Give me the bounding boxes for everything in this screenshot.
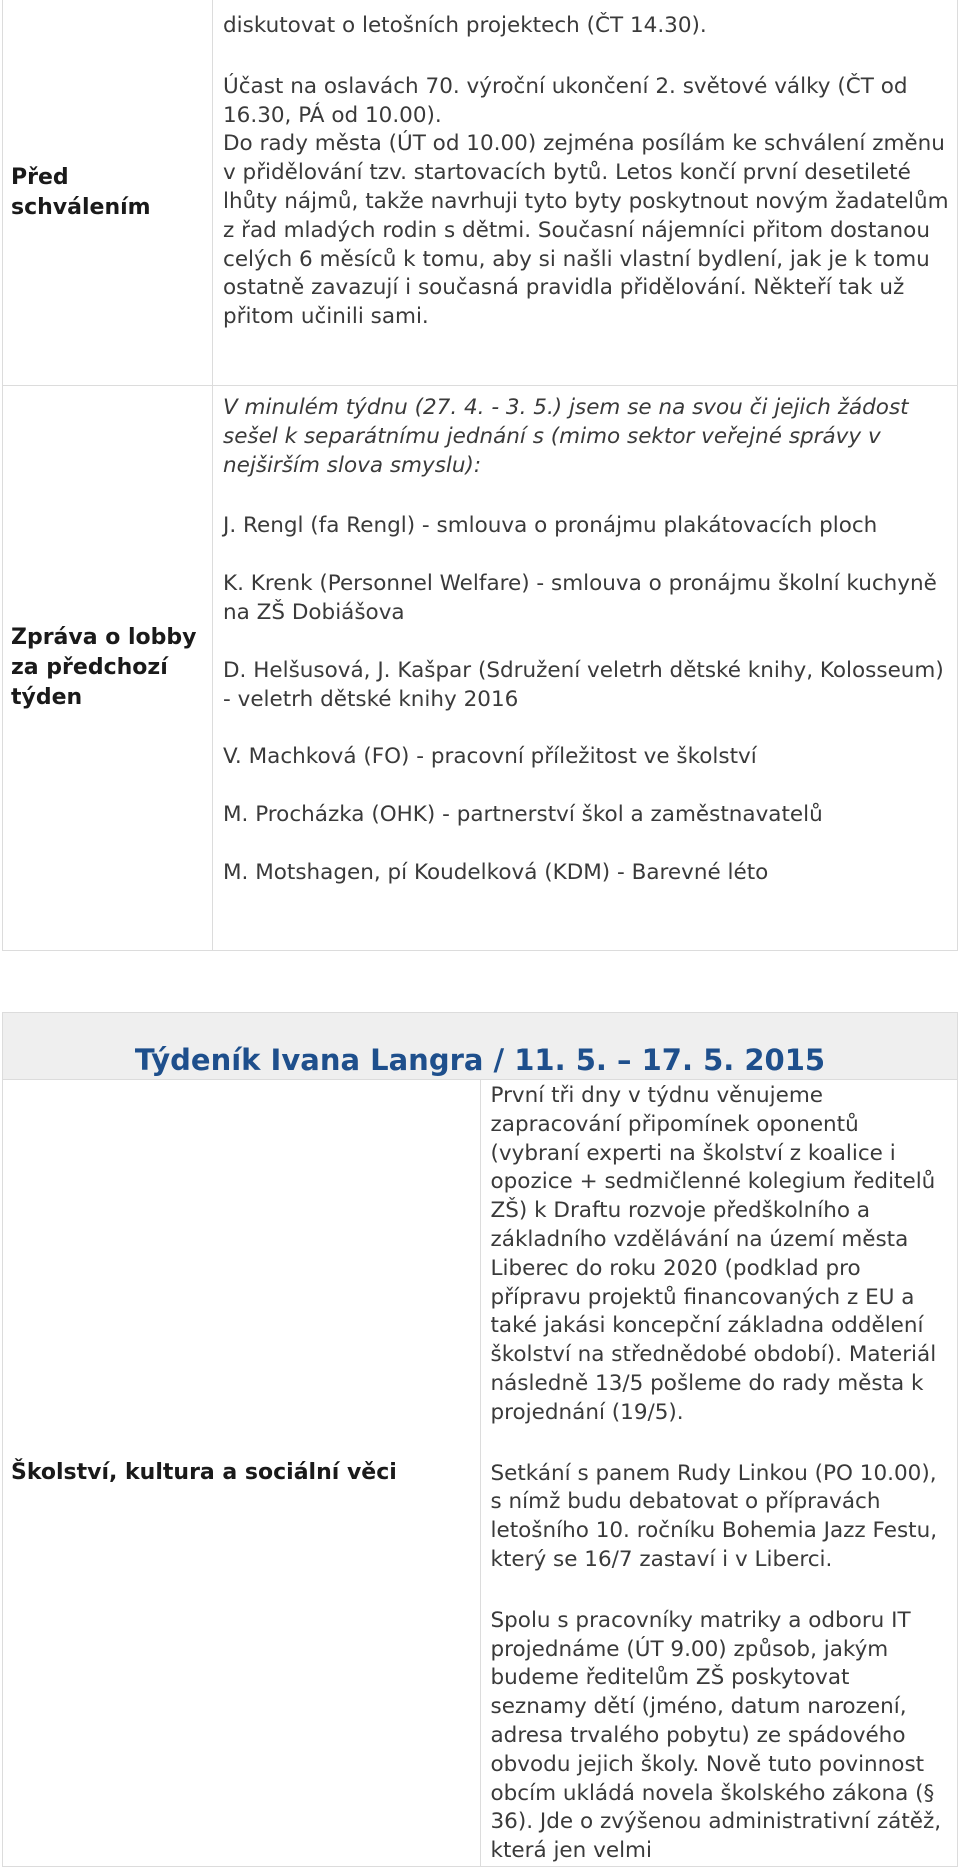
lobby-item: D. Helšusová, J. Kašpar (Sdružení veletrh dětské knihy, Kolosseum) - veletrh dětské knihy 2016 [223,657,944,712]
table-row [3,0,958,386]
weekly-report-table-1 [2,0,958,951]
paragraph: Setkání s panem Rudy Linkou (PO 10.00), s nímž budu debatovat o přípravách letošního 10. ročníku Bohemia Jazz Festu, který se 16/7 zastaví i v Liberci. [490,1460,938,1572]
lobby-intro: V minulém týdnu (27. 4. - 3. 5.) jsem se na svou či jejich žádost sešel k separátnímu jednání s (mimo sektor veřejné správy v nejširším slova smyslu): [223,395,909,478]
lobby-item: K. Krenk (Personnel Welfare) - smlouva o pronájmu školní kuchyně na ZŠ Dobiášova [223,571,937,625]
lobby-item: J. Rengl (fa Rengl) - smlouva o pronájmu plakátovacích ploch [223,513,878,539]
lobby-item: M. Procházka (OHK) - partnerství škol a zaměstnavatelů [223,802,823,828]
row-content-lobby-report [213,386,958,951]
weekly-title: Týdeník Ivana Langra / 11. 5. – 17. 5. 2015 [3,1013,958,1080]
row-content-before-approval [213,0,958,386]
paragraph: Do rady města (ÚT od 10.00) zejména posílám ke schválení změnu v přidělování tzv. startovacích bytů. Letos končí první desetileté lhůty nájmů, takže navrhuji tyto byty poskytnout novým žadatelům z řad mladých rodin s dětmi. Současní nájemníci přitom dostanou celých 6 měsíců k tomu, aby si našli vlastní bydlení, jak je k tomu ostatně zavazují i současná pravidla přidělování. Někteří tak už přitom učinili sami. [223,131,949,330]
lobby-item: V. Machková (FO) - pracovní příležitost ve školství [223,744,757,770]
table-header-row [3,1013,958,1080]
row-label-education-culture: Školství, kultura a sociální věci [3,1080,481,1867]
paragraph: diskutovat o letošních projektech (ČT 14.30). [223,13,707,38]
table-row [3,386,958,951]
row-label-before-approval: Před schválením [3,0,213,386]
row-content-education-culture [480,1080,958,1867]
row-label-lobby-report: Zpráva o lobby za předchozí týden [3,386,213,951]
paragraph: První tři dny v týdnu věnujeme zapracování připomínek oponentů (vybraní experti na školství z koalice i opozice + sedmičlenné kolegium ředitelů ZŠ) k Draftu rozvoje předškolního a základního vzdělávání na území města Liberec do roku 2020 (podklad pro přípravu projektů financovaných z EU a také jakási koncepční základna oddělení školství na střednědobé období). Materiál následně 13/5 pošleme do rady města k projednání (19/5). [490,1083,937,1425]
paragraph: Spolu s pracovníky matriky a odboru IT projednáme (ÚT 9.00) způsob, jakým budeme ředitelům ZŠ poskytovat seznamy dětí (jméno, datum narození, adresa trvalého pobytu) ze spádového obvodu jejich školy. Nově tuto povinnost obcím ukládá novela školského zákona (§ 36). Jde o zvýšenou administrativní zátěž, která jen velmi [490,1607,942,1864]
paragraph: Účast na oslavách 70. výroční ukončení 2. světové války (ČT od 16.30, PÁ od 10.00). [223,73,908,128]
table-row [3,1080,958,1867]
lobby-item: M. Motshagen, pí Koudelková (KDM) - Barevné léto [223,859,769,885]
weekly-report-table-2 [2,1012,958,1867]
